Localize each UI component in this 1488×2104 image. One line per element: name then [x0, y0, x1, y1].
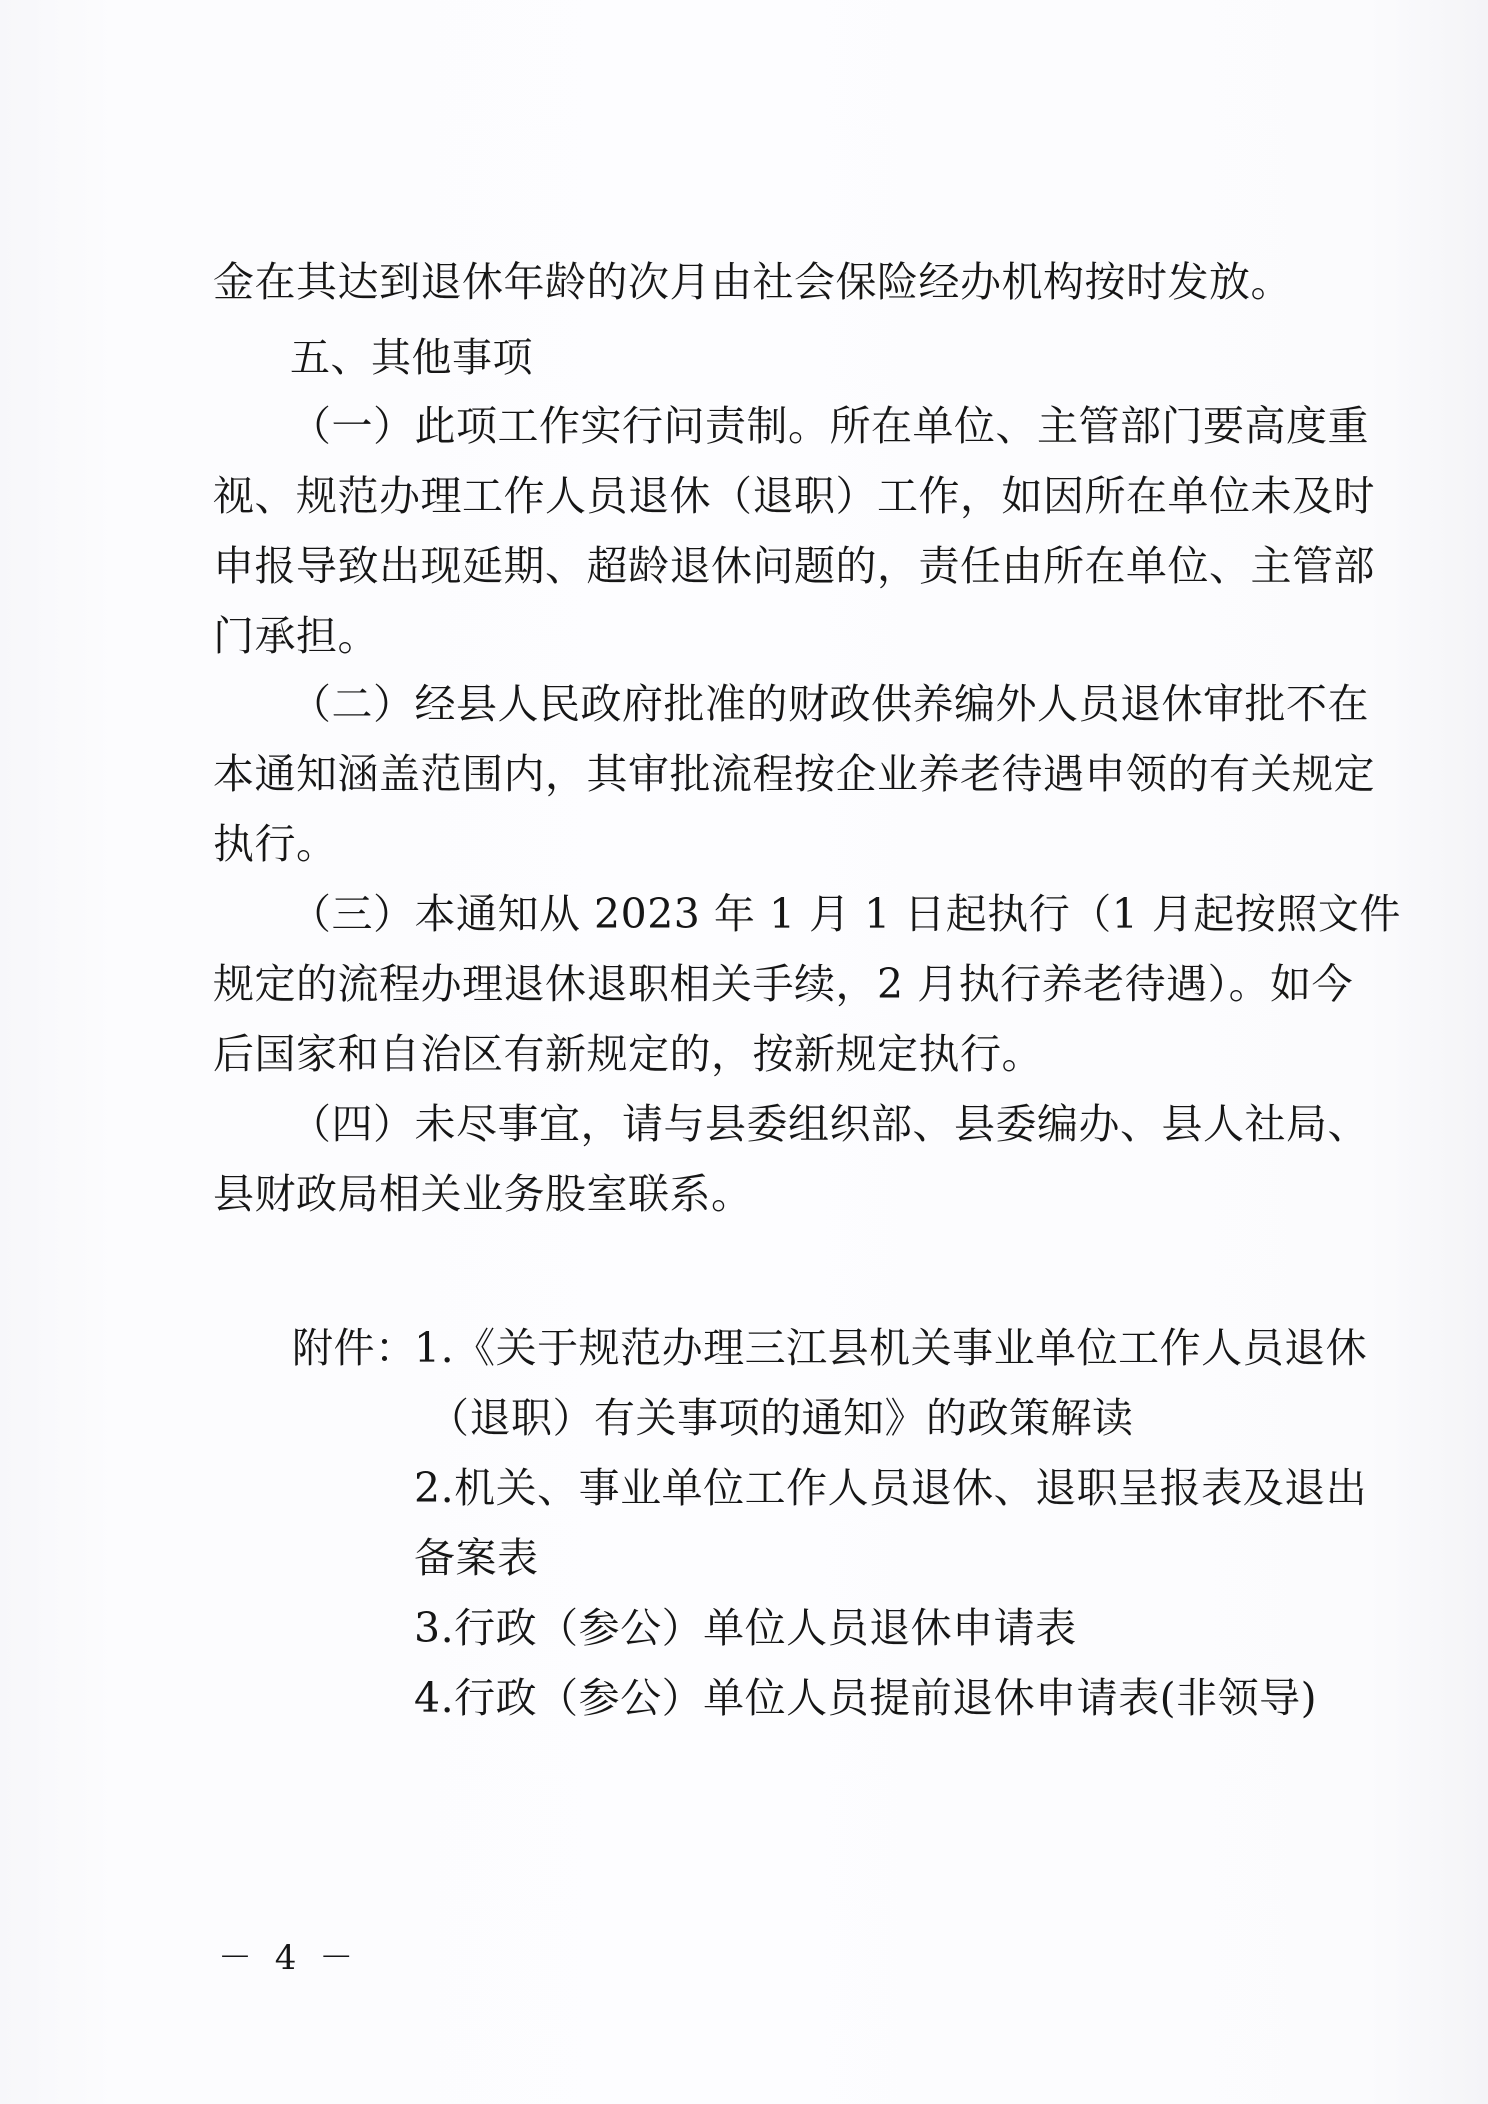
item-2-line-2: 本通知涵盖范围内，其审批流程按企业养老待遇申领的有关规定 — [213, 750, 1375, 798]
attachment-3-line-1: 3.行政（参公）单位人员退休申请表 — [414, 1604, 1077, 1652]
paragraph-continuation-line: 金在其达到退休年龄的次月由社会保险经办机构按时发放。 — [213, 258, 1292, 306]
page-number: － 4 － — [218, 1938, 360, 1978]
item-4-line-2: 县财政局相关业务股室联系。 — [213, 1170, 753, 1218]
item-1-line-3: 申报导致出现延期、超龄退休问题的，责任由所在单位、主管部 — [213, 542, 1375, 590]
item-2-line-3: 执行。 — [213, 820, 338, 868]
item-1-line-2: 视、规范办理工作人员退休（退职）工作，如因所在单位未及时 — [213, 472, 1375, 520]
item-4-line-1: （四）未尽事宜，请与县委组织部、县委编办、县人社局、 — [290, 1100, 1369, 1148]
item-3-line-2: 规定的流程办理退休退职相关手续，2 月执行养老待遇）。如今 — [213, 960, 1354, 1008]
attachment-2-line-2: 备案表 — [414, 1534, 539, 1582]
item-3-line-3: 后国家和自治区有新规定的，按新规定执行。 — [213, 1030, 1043, 1078]
section-heading: 五、其他事项 — [290, 335, 533, 381]
attachment-2-line-1: 2.机关、事业单位工作人员退休、退职呈报表及退出 — [414, 1464, 1368, 1512]
attachment-1-line-2: （退职）有关事项的通知》的政策解读 — [428, 1394, 1134, 1442]
attachment-4-line-1: 4.行政（参公）单位人员提前退休申请表(非领导) — [414, 1674, 1318, 1722]
attachment-1-line-1: 1.《关于规范办理三江县机关事业单位工作人员退休 — [414, 1324, 1368, 1372]
attachments-label: 附件： — [292, 1324, 417, 1372]
item-1-line-1: （一）此项工作实行问责制。所在单位、主管部门要高度重 — [290, 402, 1369, 450]
item-1-line-4: 门承担。 — [213, 612, 379, 660]
item-3-line-1: （三）本通知从 2023 年 1 月 1 日起执行（1 月起按照文件 — [290, 890, 1401, 938]
item-2-line-1: （二）经县人民政府批准的财政供养编外人员退休审批不在 — [290, 680, 1369, 728]
